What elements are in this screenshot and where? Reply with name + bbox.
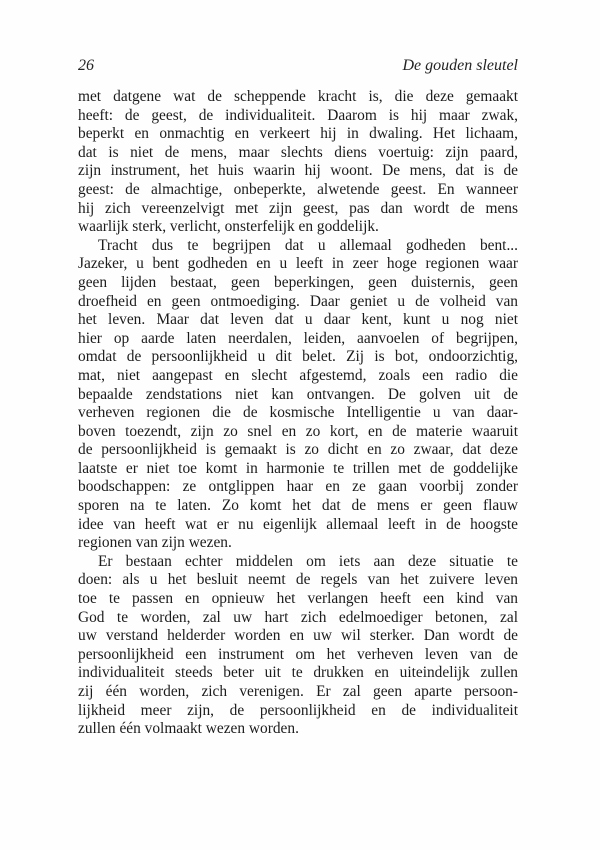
page-body (78, 88, 518, 739)
text-line: Jazeker, u bent godheden en u leeft in zeer hoge regionen waar (78, 255, 518, 273)
text-line: boodschappen: ze ontglippen haar en ze gaan voorbij zonder (78, 478, 518, 496)
text-line: Er bestaan echter middelen om iets aan deze situatie te (98, 552, 518, 570)
text-line: lijkheid meer zijn, de persoonlijkheid en de individualiteit (78, 701, 518, 719)
text-line: geest: de almachtige, onbeperkte, alwetende geest. En wanneer (78, 180, 518, 198)
text-line: heeft: de geest, de individualiteit. Daarom is hij maar zwak, (78, 106, 518, 124)
text-line: idee van heeft wat er nu eigenlijk allemaal leeft in de hoogste (78, 515, 518, 533)
text-line: regionen van zijn wezen. (78, 534, 232, 552)
text-line: bepaalde zendstations niet kan ontvangen. De golven uit de (78, 385, 518, 403)
text-line: waarlijk sterk, verlicht, onsterfelijk en goddelijk. (78, 218, 379, 236)
running-title: De gouden sleutel (402, 57, 518, 74)
text-line: God te worden, zal uw hart zich edelmoediger betonen, zal (78, 608, 518, 626)
page-number: 26 (78, 57, 94, 74)
text-line: droefheid en geen ontmoediging. Daar geniet u de volheid van (78, 292, 518, 310)
text-line: beperkt en onmachtig en verkeert hij in dwaling. Het lichaam, (78, 125, 518, 143)
text-line: zij één worden, zich verenigen. Er zal geen aparte persoon- (78, 683, 518, 700)
text-line: het leven. Maar dat leven dat u daar kent, kunt u nog niet (78, 311, 518, 329)
text-line: dat is niet de mens, maar slechts diens voertuig: zijn paard, (78, 143, 518, 161)
text-line: met datgene wat de scheppende kracht is, die deze gemaakt (78, 88, 518, 105)
text-line: individualiteit steeds beter uit te drukken en uiteindelijk zullen (78, 664, 518, 682)
text-line: geen lijden bestaat, geen beperkingen, geen duisternis, geen (78, 273, 518, 291)
paragraph (78, 237, 518, 553)
text-line: verheven regionen die de kosmische Intelligentie u van daar- (78, 404, 518, 422)
text-line: boven toezendt, zijn zo snel en zo kort, en de materie waaruit (78, 422, 518, 440)
page-header (78, 57, 518, 75)
text-line: doen: als u het besluit neemt de regels van het zuivere leven (78, 571, 518, 589)
text-line: de persoonlijkheid is gemaakt is zo dicht en zo zwaar, dat deze (78, 441, 518, 459)
text-line: persoonlijkheid een instrument om het verheven leven van de (78, 645, 518, 663)
text-line: sporen na te laten. Zo komt het dat de mens er geen flauw (78, 497, 518, 515)
text-line: uw verstand helderder worden en uw wil sterker. Dan wordt de (78, 627, 518, 645)
text-line: mat, niet aangepast en slecht afgestemd, zoals een radio die (78, 366, 518, 384)
text-line: toe te passen en opnieuw het verlangen heeft een kind van (78, 590, 518, 608)
text-line: Tracht dus te begrijpen dat u allemaal godheden bent... (98, 236, 518, 254)
text-line: omdat de persoonlijkheid u dit belet. Zij is bot, ondoorzichtig, (78, 348, 518, 366)
paragraph (78, 88, 518, 237)
text-line: zullen één volmaakt wezen worden. (78, 720, 299, 738)
text-line: hij zich vereenzelvigt met zijn geest, pas dan wordt de mens (78, 199, 518, 217)
text-line: hier op aarde laten neerdalen, leiden, aanvoelen of begrijpen, (78, 329, 518, 347)
text-line: zijn instrument, het huis waarin hij woont. De mens, dat is de (78, 162, 518, 180)
text-line: laatste er niet toe komt in harmonie te trillen met de goddelijke (78, 459, 518, 477)
paragraph (78, 553, 518, 739)
